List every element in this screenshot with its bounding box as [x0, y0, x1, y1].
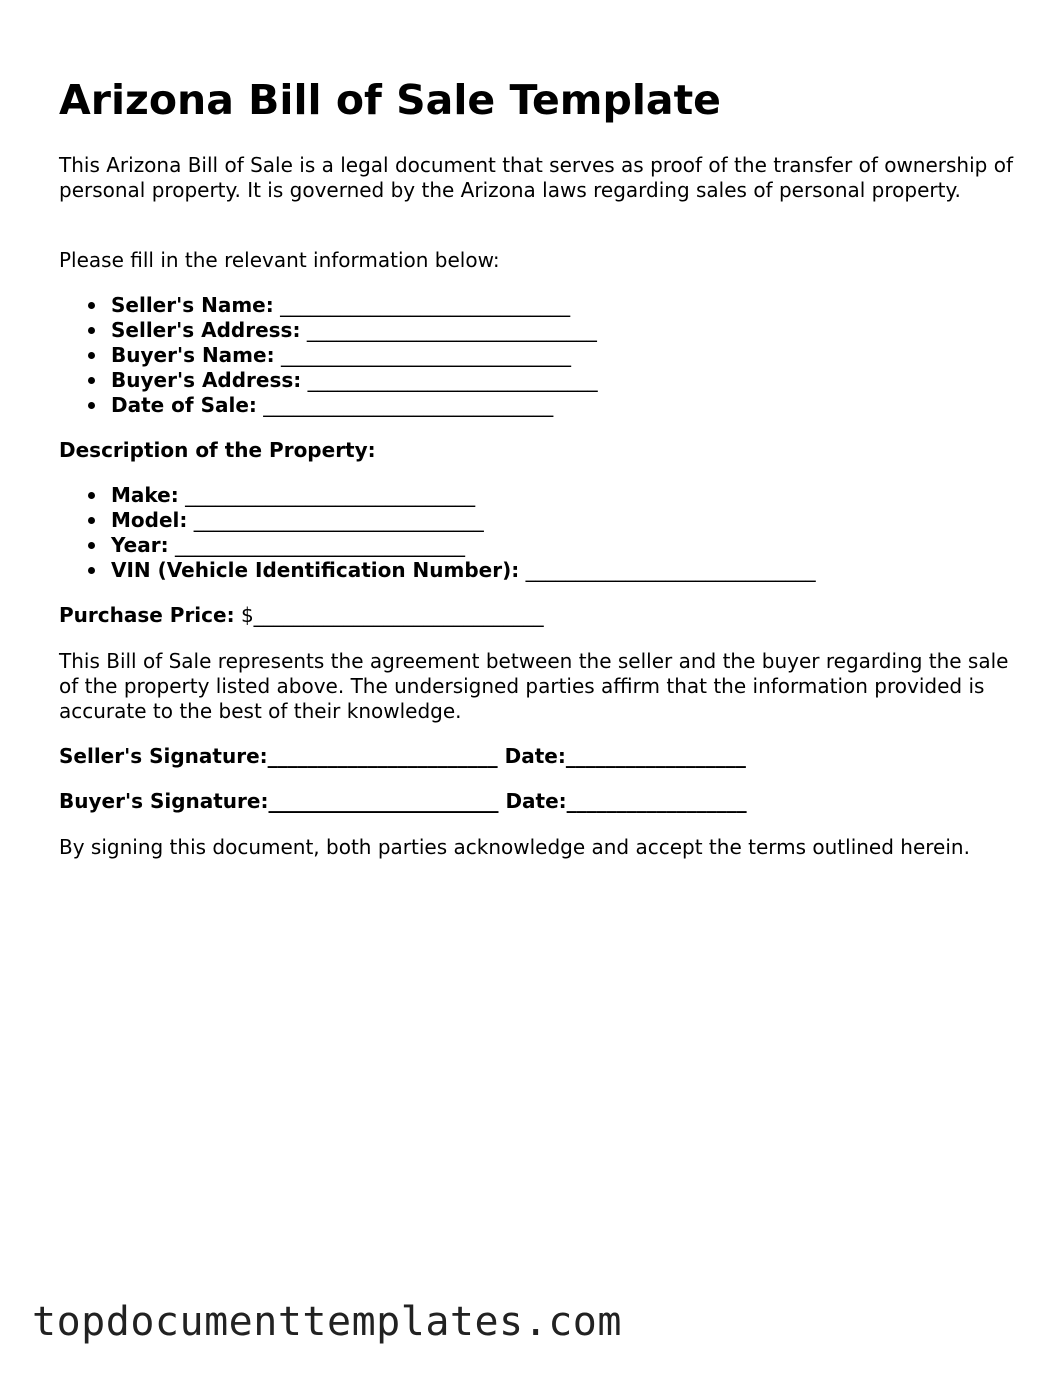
- blank-line[interactable]: _____________________________: [525, 558, 816, 582]
- field-date-of-sale: [111, 393, 598, 418]
- blank-line[interactable]: _____________________________: [280, 293, 571, 317]
- buyer-date-field[interactable]: Date:__________________: [505, 789, 747, 813]
- closing-statement: By signing this document, both parties acknowledge and accept the terms outlined herein.: [59, 835, 970, 859]
- instructions-text: Please fill in the relevant information below:: [59, 248, 500, 272]
- blank-line[interactable]: _____________________________: [306, 318, 597, 342]
- purchase-price-label: Purchase Price:: [59, 603, 235, 627]
- blank-line[interactable]: _____________________________: [193, 508, 484, 532]
- party-fields-list: [59, 293, 598, 418]
- blank-line[interactable]: _____________________________: [280, 343, 571, 367]
- purchase-price-blank[interactable]: $_____________________________: [240, 603, 544, 627]
- seller-date-field[interactable]: Date:__________________: [504, 744, 746, 768]
- field-label: Make:: [111, 483, 179, 507]
- seller-signature-line: [59, 744, 746, 769]
- field-year: [111, 533, 816, 558]
- field-model: [111, 508, 816, 533]
- field-label: Year:: [111, 533, 169, 557]
- field-seller-name: [111, 293, 598, 318]
- field-vin: [111, 558, 816, 583]
- field-seller-address: [111, 318, 598, 343]
- field-make: [111, 483, 816, 508]
- field-label: Model:: [111, 508, 188, 532]
- blank-line[interactable]: _____________________________: [263, 393, 554, 417]
- property-fields-list: [59, 483, 816, 583]
- purchase-price-line: [59, 603, 544, 628]
- field-buyer-address: [111, 368, 598, 393]
- blank-line[interactable]: _____________________________: [174, 533, 465, 557]
- field-buyer-name: [111, 343, 598, 368]
- property-heading: Description of the Property:: [59, 438, 376, 462]
- watermark: topdocumenttemplates.com: [32, 1299, 622, 1345]
- agreement-paragraph: This Bill of Sale represents the agreement between the seller and the buyer regarding the sale of the property listed above. The undersigned parties affirm that the information provided is accurate to the best of their knowledge.: [59, 649, 1009, 723]
- buyer-signature-line: [59, 789, 747, 814]
- buyer-signature-field[interactable]: Buyer's Signature:_______________________: [59, 789, 499, 813]
- field-label: Buyer's Address:: [111, 368, 302, 392]
- intro-paragraph: This Arizona Bill of Sale is a legal document that serves as proof of the transfer of ownership of personal property. It is governed by the Arizona laws regarding sales of personal property.: [59, 153, 1013, 202]
- field-label: VIN (Vehicle Identification Number):: [111, 558, 520, 582]
- seller-signature-field[interactable]: Seller's Signature:_______________________: [59, 744, 498, 768]
- field-label: Buyer's Name:: [111, 343, 275, 367]
- field-label: Seller's Name:: [111, 293, 274, 317]
- blank-line[interactable]: _____________________________: [185, 483, 476, 507]
- field-label: Date of Sale:: [111, 393, 257, 417]
- field-label: Seller's Address:: [111, 318, 301, 342]
- blank-line[interactable]: _____________________________: [307, 368, 598, 392]
- document-title: Arizona Bill of Sale Template: [59, 76, 721, 124]
